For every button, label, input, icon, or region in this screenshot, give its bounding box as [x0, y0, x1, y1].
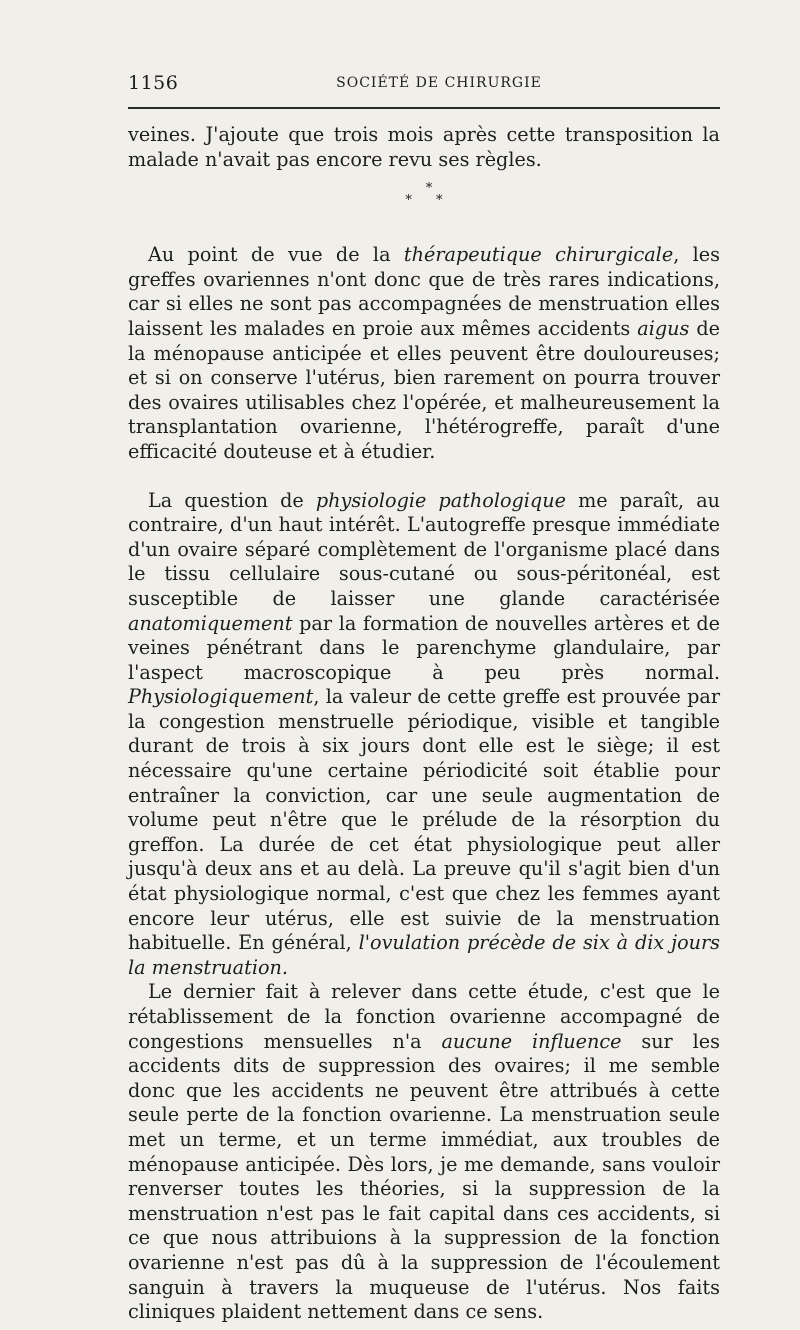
italic-term: aucune influence	[441, 1029, 622, 1053]
paragraph-pathology	[128, 489, 720, 981]
paragraph-text: La question de	[148, 488, 316, 512]
paragraph-text: Au point de vue de la	[148, 243, 404, 267]
paragraph-conclusion	[128, 980, 720, 1324]
italic-term: physiologie pathologique	[315, 488, 566, 512]
paragraph-continued	[128, 123, 720, 172]
paragraph-text: veines. J'ajoute que trois mois après cette transposition la malade n'avait pas encore revu ses règles.	[128, 123, 720, 171]
italic-term: aigus	[637, 316, 690, 340]
asterism-bottom: * *	[405, 193, 453, 209]
asterism	[128, 172, 720, 228]
running-title: SOCIÉTÉ DE CHIRURGIE	[336, 75, 542, 91]
running-header	[128, 72, 720, 96]
paragraph-text: , les greffes ovariennes n'ont donc que de très rares indications, car si elles ne sont pas accompagnées de menstruation elles laissent les malades en proie aux mêmes accidents	[128, 243, 720, 340]
paragraph-text: me paraît, au contraire, d'un haut intérêt. L'autogreffe presque immédiate d'un ovaire séparé complètement de l'organisme placé dans le tissu cellulaire sous-cutané ou sous-péritonéal, est susceptible de laisser une glande caractérisée	[128, 488, 720, 610]
paragraph-therapeutics	[128, 243, 720, 464]
page-number: 1156	[128, 72, 179, 94]
paragraph-text: par la formation de nouvelles artères et de veines pénétrant dans le parenchyme glandulaire, par l'aspect macroscopique à peu près normal.	[128, 611, 720, 684]
paragraph-text: , la valeur de cette greffe est prouvée par la congestion menstruelle périodique, visible et tangible durant de trois à six jours dont elle est le siège; il est nécessaire qu'une certaine périodicité soit établie pour entraîner la conviction, car une seule augmentation de volume peut n'être que le prélude de la résorption du greffon. La durée de cet état physiologique peut aller jusqu'à deux ans et au delà. La preuve qu'il s'agit bien d'un état physiologique normal, c'est que chez les femmes ayant encore leur utérus, elle est suivie de la menstruation habituelle. En général,	[128, 685, 720, 955]
paragraph-text: sur les accidents dits de suppression des ovaires; il me semble donc que les accidents ne peuvent être attribués à cette seule perte de la fonction ovarienne. La menstruation seule met un terme, et un terme immédiat, aux troubles de ménopause anticipée. Dès lors, je me demande, sans vouloir renverser toutes les théories, si la suppression de la menstruation n'est pas le fait capital dans ces accidents, si ce que nous attribuions à la suppression de la fonction ovarienne n'est pas dû à la suppression de l'écoulement sanguin à travers la muqueuse de l'utérus. Nos faits cliniques plaident nettement dans ce sens.	[128, 1029, 720, 1324]
asterism-top: *	[425, 181, 433, 197]
paragraph-text: de la ménopause anticipée et elles peuvent être douloureuses; et si on conserve l'utérus, bien rarement on pourra trouver des ovaires utilisables chez l'opérée, et malheureusement la transplantation ovarienne, l'hétérogreffe, paraît d'une efficacité douteuse et à étudier.	[128, 316, 720, 463]
italic-term: Physiologiquement	[128, 685, 314, 709]
paragraph-text: Le dernier fait à relever dans cette étude, c'est que le rétablissement de la fonction ovarienne accompagné de congestions mensuelles n'a	[128, 980, 720, 1053]
header-rule	[128, 107, 720, 109]
italic-term: l'ovulation précède de six à dix jours la menstruation.	[128, 931, 720, 979]
italic-term: thérapeutique chirurgicale	[403, 243, 674, 267]
body-text	[128, 123, 720, 1325]
italic-term: anatomiquement	[128, 611, 293, 635]
